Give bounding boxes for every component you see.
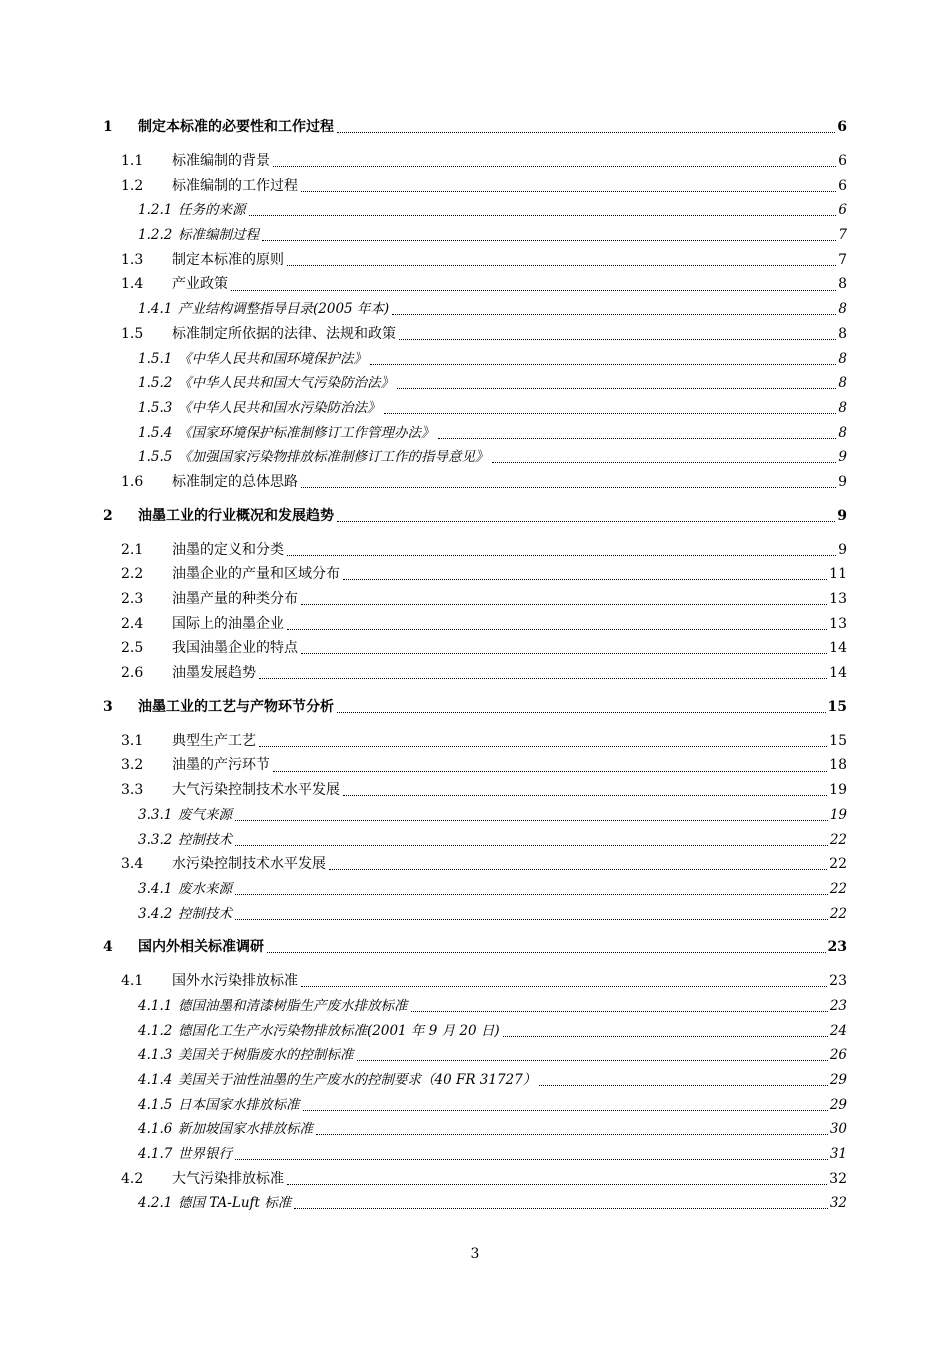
toc-entry-level-2[interactable] <box>103 852 847 877</box>
toc-entry-title: 油墨工业的工艺与产物环节分析 <box>138 698 334 715</box>
toc-entry-page: 8 <box>838 276 847 293</box>
toc-entry-level-3[interactable] <box>103 1019 847 1044</box>
toc-entry-level-3[interactable] <box>103 1043 847 1068</box>
toc-entry-number: 1.5.5 <box>138 449 173 466</box>
toc-entry-number: 1 <box>103 119 113 135</box>
toc-entry-level-3[interactable] <box>103 877 847 902</box>
toc-entry-page: 31 <box>829 1146 847 1163</box>
toc-entry-level-2[interactable] <box>103 322 847 347</box>
toc-entry-page: 9 <box>838 473 847 490</box>
toc-entry-number: 1.5.2 <box>138 375 173 392</box>
dot-leader <box>337 507 835 522</box>
toc-entry-title: 典型生产工艺 <box>172 732 256 749</box>
dot-leader <box>287 1170 827 1185</box>
toc-entry-level-2[interactable] <box>103 1167 847 1192</box>
toc-entry-title: 世界银行 <box>178 1146 232 1163</box>
toc-entry-level-1[interactable] <box>103 695 847 720</box>
toc-entry-level-3[interactable] <box>103 994 847 1019</box>
dot-leader <box>316 1121 828 1136</box>
dot-leader <box>294 1195 828 1210</box>
toc-entry-page: 9 <box>838 449 847 466</box>
toc-entry-number: 2.3 <box>121 591 144 607</box>
toc-entry-page: 24 <box>829 1022 847 1039</box>
toc-entry-page: 8 <box>838 350 847 367</box>
toc-entry-title: 油墨工业的行业概况和发展趋势 <box>138 507 334 524</box>
dot-leader <box>397 375 836 390</box>
toc-entry-title: 德国油墨和清漆树脂生产废水排放标准 <box>178 997 408 1014</box>
toc-entry-level-3[interactable] <box>103 1117 847 1142</box>
toc-entry-number: 4.1 <box>121 973 144 990</box>
toc-entry-title: 新加坡国家水排放标准 <box>178 1121 313 1138</box>
toc-entry-level-2[interactable] <box>103 174 847 199</box>
dot-leader <box>287 615 827 630</box>
toc-entry-page: 22 <box>829 880 847 897</box>
toc-entry-number: 2.5 <box>121 640 144 657</box>
toc-entry-level-3[interactable] <box>103 297 847 322</box>
toc-entry-number: 2.4 <box>121 615 144 632</box>
toc-entry-page: 15 <box>829 732 847 749</box>
toc-entry-page: 29 <box>829 1072 847 1088</box>
toc-entry-number: 1.5.1 <box>138 350 173 367</box>
toc-entry-page: 23 <box>829 997 847 1014</box>
toc-entry-title: 国际上的油墨企业 <box>172 615 284 632</box>
toc-entry-title: 大气污染排放标准 <box>172 1170 284 1187</box>
toc-entry-number: 4.1.1 <box>138 997 173 1014</box>
toc-entry-level-3[interactable] <box>103 371 847 396</box>
toc-entry-number: 3.3.2 <box>138 831 173 848</box>
toc-entry-title: 标准制定的总体思路 <box>172 473 298 490</box>
toc-entry-number: 1.4.1 <box>138 301 173 318</box>
toc-entry-page: 8 <box>838 301 847 318</box>
toc-entry-level-2[interactable] <box>103 612 847 637</box>
dot-leader <box>503 1022 828 1037</box>
toc-entry-number: 1.4 <box>121 276 144 293</box>
dot-leader <box>438 424 837 439</box>
dot-leader <box>287 541 836 556</box>
toc-entry-title: 制定本标准的原则 <box>172 251 284 268</box>
toc-entry-title: 标准编制过程 <box>178 227 259 244</box>
toc-entry-title: 控制技术 <box>178 905 232 922</box>
toc-entry-title: 《中华人民共和国大气污染防治法》 <box>178 375 394 392</box>
dot-leader <box>492 449 837 464</box>
toc-entry-page: 18 <box>829 757 847 774</box>
toc-entry-page: 14 <box>829 640 847 657</box>
dot-leader <box>273 152 836 167</box>
toc-entry-page: 32 <box>829 1195 847 1212</box>
toc-entry-title: 国外水污染排放标准 <box>172 973 298 990</box>
toc-entry-title: 国内外相关标准调研 <box>138 939 264 956</box>
toc-entry-level-3[interactable] <box>103 803 847 828</box>
dot-leader <box>235 905 828 920</box>
toc-entry-level-2[interactable] <box>103 753 847 778</box>
dot-leader <box>267 938 826 953</box>
toc-entry-number: 3 <box>103 698 113 715</box>
toc-entry-level-3[interactable] <box>103 347 847 372</box>
dot-leader <box>235 1146 828 1161</box>
toc-entry-level-3[interactable] <box>103 198 847 223</box>
toc-entry-number: 3.1 <box>121 732 144 749</box>
toc-entry-title: 控制技术 <box>178 831 232 848</box>
toc-entry-number: 4.1.7 <box>138 1146 173 1163</box>
toc-entry-level-1[interactable] <box>103 115 847 140</box>
toc-entry-title: 《加强国家污染物排放标准制修订工作的指导意见》 <box>178 449 489 466</box>
toc-entry-title: 标准编制的工作过程 <box>172 177 298 194</box>
toc-entry-page: 6 <box>838 153 847 169</box>
toc-entry-number: 2.2 <box>121 566 144 583</box>
dot-leader <box>399 325 836 340</box>
dot-leader <box>235 880 828 895</box>
toc-entry-level-2[interactable] <box>103 661 847 686</box>
toc-entry-title: 油墨产量的种类分布 <box>172 591 298 607</box>
dot-leader <box>301 972 827 987</box>
toc-entry-number: 1.2.2 <box>138 227 173 244</box>
dot-leader <box>329 855 827 870</box>
toc-entry-title: 我国油墨企业的特点 <box>172 640 298 657</box>
toc-entry-page: 7 <box>838 251 847 268</box>
toc-entry-number: 3.4.1 <box>138 880 173 897</box>
toc-entry-level-2[interactable] <box>103 149 847 174</box>
toc-entry-page: 15 <box>827 698 847 715</box>
toc-entry-level-1[interactable] <box>103 504 847 529</box>
toc-entry-page: 19 <box>829 782 847 799</box>
toc-entry-page: 26 <box>829 1047 847 1064</box>
toc-entry-level-2[interactable] <box>103 729 847 754</box>
toc-entry-page: 30 <box>829 1121 847 1138</box>
toc-entry-title: 德国化工生产水污染物排放标准(2001 年 9 月 20 日) <box>178 1022 500 1039</box>
dot-leader <box>337 118 835 133</box>
toc-entry-level-2[interactable] <box>103 562 847 587</box>
dot-leader <box>357 1047 828 1062</box>
dot-leader <box>343 565 827 580</box>
toc-entry-number: 4.2.1 <box>138 1195 173 1212</box>
toc-entry-level-3[interactable] <box>103 1093 847 1118</box>
toc-entry-page: 8 <box>838 325 847 342</box>
toc-entry-title: 油墨发展趋势 <box>172 665 256 682</box>
toc-entry-number: 4.1.4 <box>138 1072 173 1088</box>
toc-entry-title: 《中华人民共和国环境保护法》 <box>178 350 367 367</box>
toc-entry-title: 标准编制的背景 <box>172 153 270 169</box>
toc-entry-title: 制定本标准的必要性和工作过程 <box>138 119 334 135</box>
toc-entry-page: 11 <box>829 566 847 583</box>
dot-leader <box>392 301 836 316</box>
toc-entry-page: 19 <box>829 806 847 823</box>
toc-entry-level-2[interactable] <box>103 470 847 495</box>
toc-entry-number: 1.1 <box>121 153 144 169</box>
toc-entry-page: 23 <box>829 973 847 990</box>
toc-entry-level-3[interactable] <box>103 828 847 853</box>
toc-entry-level-2[interactable] <box>103 538 847 563</box>
toc-entry-level-3[interactable] <box>103 902 847 927</box>
toc-entry-page: 6 <box>838 177 847 194</box>
toc-entry-page: 22 <box>829 831 847 848</box>
toc-entry-number: 4 <box>103 939 113 956</box>
toc-entry-title: 油墨的产污环节 <box>172 757 270 774</box>
toc-entry-page: 29 <box>829 1096 847 1113</box>
dot-leader <box>259 664 827 679</box>
toc-entry-number: 1.6 <box>121 473 144 490</box>
toc-entry-number: 4.1.5 <box>138 1096 173 1113</box>
toc-entry-level-3[interactable] <box>103 1142 847 1167</box>
toc-entry-number: 1.2 <box>121 177 144 194</box>
toc-entry-number: 4.1.3 <box>138 1047 173 1064</box>
toc-entry-page: 22 <box>829 905 847 922</box>
toc-entry-title: 德国 TA-Luft 标准 <box>178 1195 292 1212</box>
toc-entry-number: 4.2 <box>121 1170 144 1187</box>
dot-leader <box>301 177 836 192</box>
toc-entry-page: 8 <box>838 399 847 416</box>
toc-entry-number: 2.6 <box>121 665 144 682</box>
toc-entry-number: 1.5.4 <box>138 424 173 441</box>
dot-leader <box>384 399 837 414</box>
toc-entry-number: 4.1.6 <box>138 1121 173 1138</box>
toc-entry-page: 14 <box>829 665 847 682</box>
dot-leader <box>249 202 837 217</box>
dot-leader <box>235 831 828 846</box>
toc-entry-level-2[interactable] <box>103 248 847 273</box>
toc-entry-page: 6 <box>837 119 847 135</box>
dot-leader <box>303 1096 828 1111</box>
toc-entry-page: 23 <box>827 939 847 956</box>
toc-entry-title: 水污染控制技术水平发展 <box>172 856 326 873</box>
toc-entry-page: 8 <box>838 375 847 392</box>
toc-entry-page: 9 <box>838 541 847 558</box>
toc-entry-page: 9 <box>837 507 847 524</box>
toc-entry-number: 3.3 <box>121 782 144 799</box>
toc-entry-number: 1.3 <box>121 251 144 268</box>
toc-entry-level-3[interactable] <box>103 421 847 446</box>
toc-entry-title: 美国关于树脂废水的控制标准 <box>178 1047 354 1064</box>
toc-entry-title: 日本国家水排放标准 <box>178 1096 300 1113</box>
dot-leader <box>262 227 836 242</box>
toc-entry-level-3[interactable] <box>103 1068 847 1093</box>
toc-entry-level-1[interactable] <box>103 935 847 960</box>
dot-leader <box>343 781 827 796</box>
dot-leader <box>370 350 836 365</box>
toc-entry-number: 2.1 <box>121 541 144 558</box>
toc-entry-page: 13 <box>829 615 847 632</box>
toc-entry-number: 4.1.2 <box>138 1022 173 1039</box>
dot-leader <box>231 276 836 291</box>
toc-entry-level-2[interactable] <box>103 587 847 612</box>
toc-entry-title: 《中华人民共和国水污染防治法》 <box>178 399 381 416</box>
toc-entry-level-2[interactable] <box>103 636 847 661</box>
toc-entry-title: 美国关于油性油墨的生产废水的控制要求（40 FR 31727） <box>178 1072 537 1088</box>
dot-leader <box>539 1072 828 1087</box>
dot-leader <box>411 997 828 1012</box>
toc-entry-title: 产业政策 <box>172 276 228 293</box>
toc-entry-number: 3.2 <box>121 757 144 774</box>
toc-entry-title: 《国家环境保护标准制修订工作管理办法》 <box>178 424 435 441</box>
toc-entry-level-2[interactable] <box>103 272 847 297</box>
toc-entry-number: 1.2.1 <box>138 202 173 219</box>
dot-leader <box>301 473 836 488</box>
dot-leader <box>301 639 827 654</box>
toc-entry-title: 废水来源 <box>178 880 232 897</box>
toc-entry-title: 大气污染控制技术水平发展 <box>172 782 340 799</box>
toc-entry-number: 3.3.1 <box>138 806 173 823</box>
toc-entry-title: 产业结构调整指导目录(2005 年本) <box>178 301 390 318</box>
toc-entry-number: 2 <box>103 507 113 524</box>
toc-entry-title: 废气来源 <box>178 806 232 823</box>
toc-entry-level-3[interactable] <box>103 396 847 421</box>
toc-entry-level-2[interactable] <box>103 778 847 803</box>
toc-entry-level-3[interactable] <box>103 223 847 248</box>
toc-entry-level-3[interactable] <box>103 1191 847 1216</box>
toc-entry-page: 6 <box>838 202 847 219</box>
dot-leader <box>337 698 826 713</box>
toc-entry-number: 3.4 <box>121 856 144 873</box>
toc-entry-number: 1.5.3 <box>138 399 173 416</box>
toc-entry-page: 7 <box>838 227 847 244</box>
page-number: 3 <box>470 1246 480 1262</box>
toc-entry-page: 32 <box>829 1170 847 1187</box>
toc-entry-title: 油墨企业的产量和区域分布 <box>172 566 340 583</box>
toc-entry-page: 22 <box>829 856 847 873</box>
dot-leader <box>301 590 827 605</box>
toc-entry-level-2[interactable] <box>103 969 847 994</box>
dot-leader <box>287 251 836 266</box>
toc-entry-level-3[interactable] <box>103 445 847 470</box>
toc-entry-page: 13 <box>829 591 847 607</box>
dot-leader <box>273 757 827 772</box>
dot-leader <box>259 732 827 747</box>
toc-entry-number: 1.5 <box>121 325 144 342</box>
toc-entry-title: 标准制定所依据的法律、法规和政策 <box>172 325 396 342</box>
toc-entry-number: 3.4.2 <box>138 905 173 922</box>
dot-leader <box>235 806 828 821</box>
table-of-contents <box>103 115 847 1216</box>
toc-entry-page: 8 <box>838 424 847 441</box>
toc-entry-title: 油墨的定义和分类 <box>172 541 284 558</box>
toc-entry-title: 任务的来源 <box>178 202 246 219</box>
